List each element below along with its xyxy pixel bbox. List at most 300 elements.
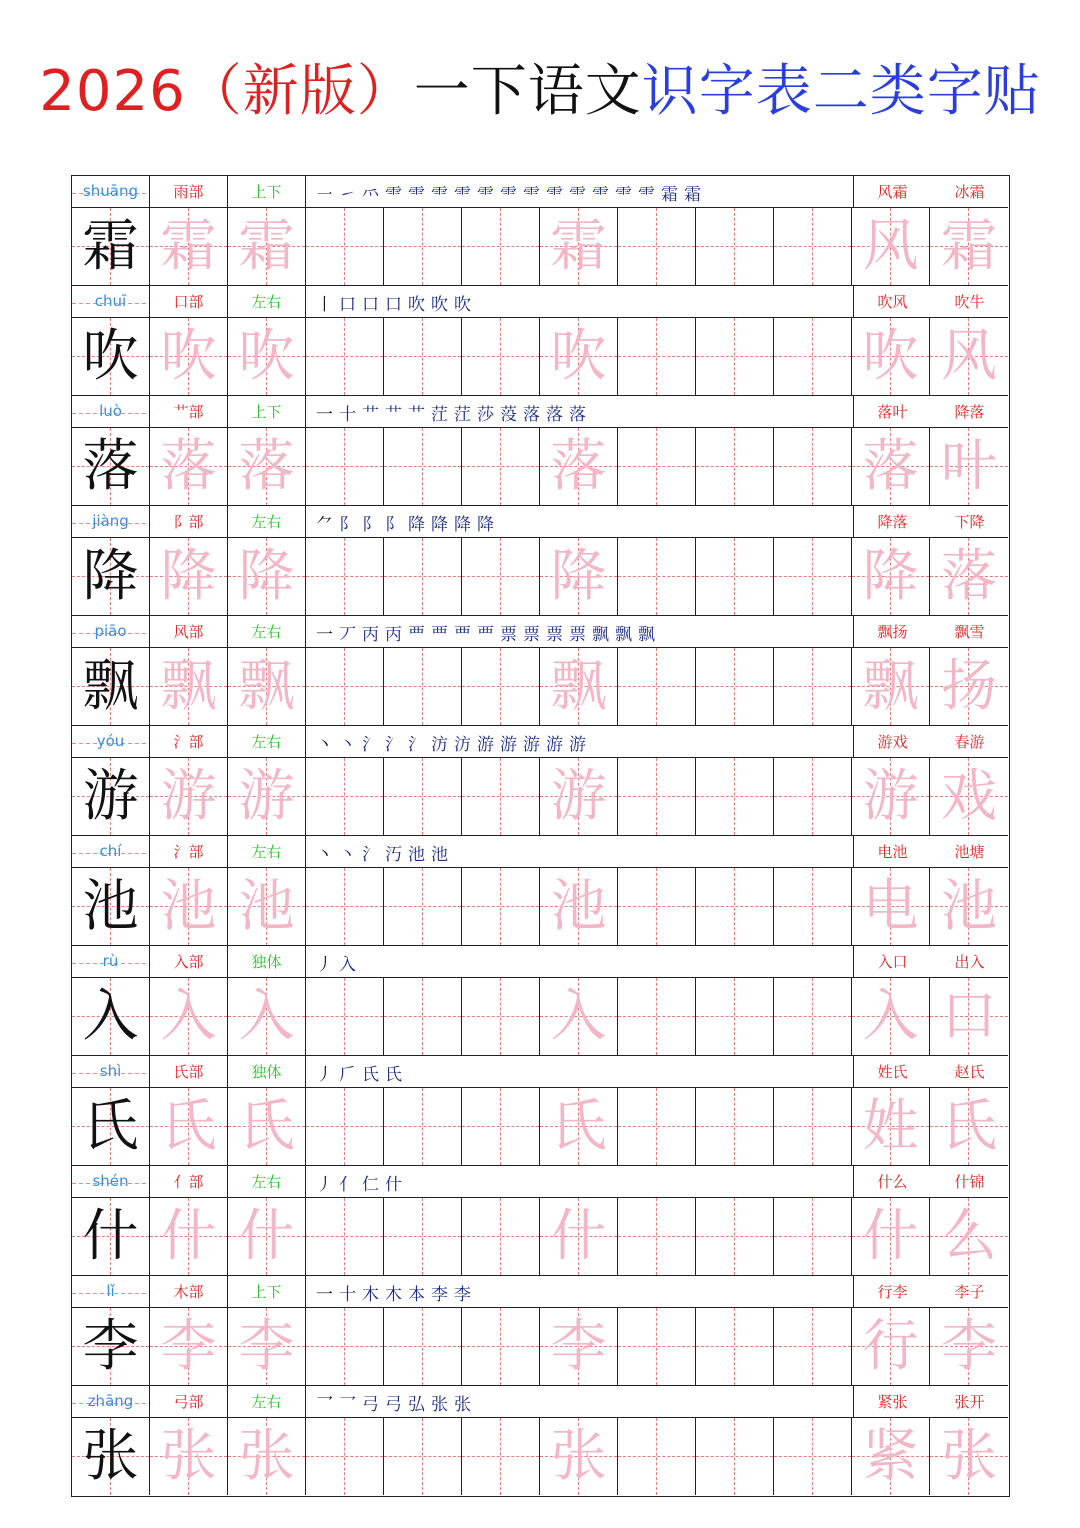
stroke-step: 氏 — [362, 1064, 379, 1085]
stroke-step: 什 — [385, 1174, 402, 1195]
stroke-step: 落 — [523, 404, 540, 425]
stroke-step: 茳 — [431, 404, 448, 425]
radical-label: 亻部 — [150, 1166, 228, 1198]
tian-grid-box[interactable] — [150, 1088, 228, 1165]
tian-grid-box[interactable] — [930, 1198, 1008, 1275]
tian-grid-box[interactable] — [384, 648, 462, 725]
tian-grid-box[interactable] — [72, 208, 150, 285]
tian-grid-box[interactable] — [774, 428, 852, 505]
tian-grid-box[interactable] — [618, 868, 696, 945]
tian-grid-box[interactable] — [150, 428, 228, 505]
tian-grid-box[interactable] — [306, 428, 384, 505]
tian-grid-box[interactable] — [72, 758, 150, 835]
tian-grid-box[interactable] — [618, 538, 696, 615]
trace-character: 游 — [862, 764, 919, 829]
trace-character: 吹 — [238, 324, 295, 389]
tian-grid-box[interactable] — [306, 1418, 384, 1495]
tian-grid-box[interactable] — [384, 1308, 462, 1385]
stroke-step: 汸 — [431, 734, 448, 755]
tian-grid-box[interactable] — [150, 758, 228, 835]
stroke-step: 张 — [454, 1394, 471, 1415]
trace-character: 飘 — [862, 654, 919, 719]
stroke-step: 莈 — [500, 404, 517, 425]
tian-grid-box[interactable] — [150, 318, 228, 395]
tian-grid-box[interactable] — [306, 318, 384, 395]
trace-character: 降 — [160, 544, 217, 609]
tian-grid-box[interactable] — [774, 978, 852, 1055]
tian-grid-box[interactable] — [228, 1198, 306, 1275]
tian-grid-box[interactable] — [696, 1418, 774, 1495]
tian-grid-box[interactable] — [618, 318, 696, 395]
tian-grid-box[interactable] — [852, 648, 930, 725]
trace-character: 张 — [550, 1424, 607, 1489]
tian-grid-box[interactable] — [540, 1308, 618, 1385]
tian-grid-box[interactable] — [540, 868, 618, 945]
trace-character: 落 — [238, 434, 295, 499]
stroke-step: 一 — [316, 404, 333, 425]
example-word: 风霜 — [877, 183, 908, 201]
tian-grid-box[interactable] — [306, 868, 384, 945]
tian-grid-box[interactable] — [618, 1198, 696, 1275]
tian-grid-box[interactable] — [618, 1308, 696, 1385]
pinyin-label: chuī — [72, 286, 150, 318]
tian-grid-box[interactable] — [462, 1308, 540, 1385]
stroke-step: 艹 — [362, 404, 379, 425]
page-title — [0, 52, 1080, 132]
stroke-order — [306, 726, 854, 758]
tian-grid-box[interactable] — [852, 1088, 930, 1165]
title-course: 一下语文 — [413, 59, 642, 124]
tian-grid-box[interactable] — [774, 1198, 852, 1275]
tian-grid-box[interactable] — [930, 1088, 1008, 1165]
writing-grid — [72, 208, 1008, 286]
stroke-step: 一 — [316, 1284, 333, 1305]
tian-grid-box[interactable] — [774, 208, 852, 285]
structure-label: 上下 — [228, 396, 306, 428]
writing-grid — [72, 538, 1008, 616]
stroke-step: 口 — [385, 294, 402, 315]
tian-grid-box[interactable] — [540, 1418, 618, 1495]
stroke-step: 票 — [546, 624, 563, 645]
tian-grid-box[interactable] — [228, 978, 306, 1055]
writing-grid — [72, 648, 1008, 726]
tian-grid-box[interactable] — [384, 538, 462, 615]
trace-character: 游 — [160, 764, 217, 829]
example-word: 姓氏 — [877, 1063, 908, 1081]
tian-grid-box[interactable] — [618, 1088, 696, 1165]
tian-grid-box[interactable] — [852, 1418, 930, 1495]
tian-grid-box[interactable] — [540, 978, 618, 1055]
tian-grid-box[interactable] — [540, 318, 618, 395]
tian-grid-box[interactable] — [774, 648, 852, 725]
tian-grid-box[interactable] — [618, 1418, 696, 1495]
tian-grid-box[interactable] — [696, 1198, 774, 1275]
tian-grid-box[interactable] — [852, 1198, 930, 1275]
writing-grid — [72, 868, 1008, 946]
tian-grid-box[interactable] — [462, 978, 540, 1055]
pinyin-label: shì — [72, 1056, 150, 1088]
trace-character: 扬 — [941, 654, 997, 719]
tian-grid-box[interactable] — [930, 1308, 1008, 1385]
tian-grid-box[interactable] — [228, 648, 306, 725]
tian-grid-box[interactable] — [72, 1308, 150, 1385]
trace-character: 落 — [160, 434, 217, 499]
tian-grid-box[interactable] — [384, 758, 462, 835]
trace-character: 李 — [550, 1314, 607, 1379]
stroke-order — [306, 396, 854, 428]
example-word: 春游 — [954, 733, 985, 751]
char-row — [72, 836, 1008, 946]
tian-grid-box[interactable] — [540, 428, 618, 505]
example-word: 吹风 — [877, 293, 908, 311]
stroke-order — [306, 616, 854, 648]
tian-grid-box[interactable] — [930, 868, 1008, 945]
tian-grid-box[interactable] — [384, 318, 462, 395]
stroke-step: ⻗ — [385, 184, 402, 205]
stroke-step: ⻗ — [477, 184, 494, 205]
tian-grid-box[interactable] — [930, 428, 1008, 505]
pinyin-label: zhāng — [72, 1386, 150, 1418]
tian-grid-box[interactable] — [306, 1198, 384, 1275]
stroke-step: 亻 — [339, 1174, 356, 1195]
stroke-order — [306, 946, 854, 978]
stroke-step: 氵 — [362, 844, 379, 865]
stroke-step: 丶 — [316, 844, 333, 865]
tian-grid-box[interactable] — [228, 1418, 306, 1495]
stroke-step: 降 — [408, 514, 425, 535]
trace-character: 霜 — [941, 214, 997, 279]
tian-grid-box[interactable] — [618, 648, 696, 725]
tian-grid-box[interactable] — [774, 318, 852, 395]
tian-grid-box[interactable] — [540, 648, 618, 725]
stroke-step: 飘 — [615, 624, 632, 645]
tian-grid-box[interactable] — [384, 1418, 462, 1495]
char-row — [72, 1056, 1008, 1166]
stroke-step: 霜 — [684, 184, 701, 205]
tian-grid-box[interactable] — [384, 208, 462, 285]
structure-label: 左右 — [228, 836, 306, 868]
stroke-step: 降 — [431, 514, 448, 535]
structure-label: 左右 — [228, 1386, 306, 1418]
radical-label: 入部 — [150, 946, 228, 978]
trace-character: 张 — [160, 1424, 217, 1489]
trace-character: 游 — [550, 764, 607, 829]
stroke-step: 氵 — [408, 734, 425, 755]
pinyin-label: shuāng — [72, 176, 150, 208]
tian-grid-box[interactable] — [774, 758, 852, 835]
writing-grid — [72, 978, 1008, 1056]
stroke-step: 张 — [431, 1394, 448, 1415]
writing-grid — [72, 1418, 1008, 1496]
tian-grid-box[interactable] — [150, 868, 228, 945]
writing-grid — [72, 758, 1008, 836]
tian-grid-box[interactable] — [852, 538, 930, 615]
tian-grid-box[interactable] — [228, 318, 306, 395]
tian-grid-box[interactable] — [696, 1088, 774, 1165]
tian-grid-box[interactable] — [618, 758, 696, 835]
stroke-order — [306, 836, 854, 868]
tian-grid-box[interactable] — [618, 428, 696, 505]
tian-grid-box[interactable] — [696, 428, 774, 505]
tian-grid-box[interactable] — [618, 978, 696, 1055]
tian-grid-box[interactable] — [696, 1308, 774, 1385]
stroke-order — [306, 1166, 854, 1198]
structure-label: 独体 — [228, 946, 306, 978]
tian-grid-box[interactable] — [930, 648, 1008, 725]
stroke-step: 乛 — [339, 1394, 356, 1415]
tian-grid-box[interactable] — [72, 428, 150, 505]
tian-grid-box[interactable] — [150, 1308, 228, 1385]
stroke-step: 吹 — [408, 294, 425, 315]
writing-grid — [72, 1308, 1008, 1386]
char-info-bar — [72, 1166, 1008, 1198]
tian-grid-box[interactable] — [306, 978, 384, 1055]
tian-grid-box[interactable] — [462, 208, 540, 285]
trace-character: 氏 — [160, 1094, 217, 1159]
trace-character: 氏 — [238, 1094, 295, 1159]
tian-grid-box[interactable] — [696, 648, 774, 725]
tian-grid-box[interactable] — [540, 1088, 618, 1165]
tian-grid-box[interactable] — [462, 1198, 540, 1275]
tian-grid-box[interactable] — [696, 538, 774, 615]
pinyin-label: lǐ — [72, 1276, 150, 1308]
tian-grid-box[interactable] — [462, 538, 540, 615]
stroke-step: 乛 — [316, 1394, 333, 1415]
trace-character: 入 — [238, 984, 295, 1049]
tian-grid-box[interactable] — [462, 428, 540, 505]
tian-grid-box[interactable] — [774, 538, 852, 615]
stroke-step: 吹 — [454, 294, 471, 315]
tian-grid-box[interactable] — [696, 208, 774, 285]
tian-grid-box[interactable] — [150, 1198, 228, 1275]
tian-grid-box[interactable] — [462, 1088, 540, 1165]
char-row — [72, 506, 1008, 616]
stroke-step: 落 — [569, 404, 586, 425]
trace-character: 口 — [941, 984, 997, 1049]
tian-grid-box[interactable] — [540, 208, 618, 285]
char-info-bar — [72, 286, 1008, 318]
tian-grid-box[interactable] — [228, 758, 306, 835]
example-word: 入口 — [877, 953, 908, 971]
radical-label: 阝部 — [150, 506, 228, 538]
tian-grid-box[interactable] — [384, 428, 462, 505]
stroke-step: 丙 — [362, 624, 379, 645]
stroke-step: 吹 — [431, 294, 448, 315]
tian-grid-box[interactable] — [774, 1088, 852, 1165]
tian-grid-box[interactable] — [852, 1308, 930, 1385]
stroke-step: 李 — [454, 1284, 471, 1305]
stroke-step: 降 — [454, 514, 471, 535]
tian-grid-box[interactable] — [150, 978, 228, 1055]
tian-grid-box[interactable] — [150, 1418, 228, 1495]
radical-label: 弓部 — [150, 1386, 228, 1418]
stroke-step: 艹 — [385, 404, 402, 425]
tian-grid-box[interactable] — [930, 978, 1008, 1055]
tian-grid-box[interactable] — [150, 538, 228, 615]
tian-grid-box[interactable] — [852, 428, 930, 505]
tian-grid-box[interactable] — [72, 1198, 150, 1275]
structure-label: 左右 — [228, 616, 306, 648]
stroke-order — [306, 1276, 854, 1308]
trace-character: 降 — [550, 544, 607, 609]
tian-grid-box[interactable] — [930, 538, 1008, 615]
stroke-step: 覀 — [408, 624, 425, 645]
tian-grid-box[interactable] — [150, 648, 228, 725]
tian-grid-box[interactable] — [384, 978, 462, 1055]
tian-grid-box[interactable] — [72, 318, 150, 395]
tian-grid-box[interactable] — [462, 758, 540, 835]
trace-character: 霜 — [238, 214, 295, 279]
tian-grid-box[interactable] — [774, 1418, 852, 1495]
trace-character: 什 — [160, 1204, 217, 1269]
tian-grid-box[interactable] — [930, 208, 1008, 285]
tian-grid-box[interactable] — [228, 868, 306, 945]
stroke-order — [306, 1386, 854, 1418]
trace-character: 么 — [941, 1204, 997, 1269]
tian-grid-box[interactable] — [72, 538, 150, 615]
tian-grid-box[interactable] — [306, 208, 384, 285]
tian-grid-box[interactable] — [930, 758, 1008, 835]
stroke-step: 一 — [316, 624, 333, 645]
tian-grid-box[interactable] — [72, 1088, 150, 1165]
radical-label: 氏部 — [150, 1056, 228, 1088]
example-word: 降落 — [954, 403, 985, 421]
stroke-order — [306, 286, 854, 318]
tian-grid-box[interactable] — [462, 318, 540, 395]
tian-grid-box[interactable] — [540, 538, 618, 615]
tian-grid-box[interactable] — [852, 978, 930, 1055]
trace-character: 紧 — [862, 1424, 919, 1489]
stroke-step: 弓 — [385, 1394, 402, 1415]
char-row — [72, 286, 1008, 396]
writing-grid — [72, 1198, 1008, 1276]
tian-grid-box[interactable] — [696, 978, 774, 1055]
pinyin-label: yóu — [72, 726, 150, 758]
stroke-step: 汅 — [385, 844, 402, 865]
tian-grid-box[interactable] — [150, 208, 228, 285]
pinyin-label: piāo — [72, 616, 150, 648]
stroke-step: 莎 — [477, 404, 494, 425]
char-row — [72, 726, 1008, 836]
stroke-step: 口 — [362, 294, 379, 315]
tian-grid-box[interactable] — [306, 1088, 384, 1165]
char-info-bar — [72, 946, 1008, 978]
stroke-step: 氵 — [362, 734, 379, 755]
trace-character: 游 — [238, 764, 295, 829]
stroke-step: 丨 — [316, 294, 333, 315]
tian-grid-box[interactable] — [462, 1418, 540, 1495]
stroke-step: 丶 — [316, 734, 333, 755]
tian-grid-box[interactable] — [228, 1308, 306, 1385]
tian-grid-box[interactable] — [228, 428, 306, 505]
example-word: 落叶 — [877, 403, 908, 421]
tian-grid-box[interactable] — [852, 208, 930, 285]
pinyin-label: jiàng — [72, 506, 150, 538]
stroke-step: ⻗ — [592, 184, 609, 205]
stroke-step: 池 — [408, 844, 425, 865]
char-info-bar — [72, 1276, 1008, 1308]
char-info-bar — [72, 176, 1008, 208]
stroke-step: 覀 — [477, 624, 494, 645]
tian-grid-box[interactable] — [72, 1418, 150, 1495]
model-character: 霜 — [82, 214, 139, 279]
stroke-step: ⻗ — [523, 184, 540, 205]
tian-grid-box[interactable] — [384, 1198, 462, 1275]
tian-grid-box[interactable] — [462, 648, 540, 725]
tian-grid-box[interactable] — [306, 648, 384, 725]
stroke-step: 丶 — [339, 734, 356, 755]
tian-grid-box[interactable] — [462, 868, 540, 945]
tian-grid-box[interactable] — [306, 758, 384, 835]
trace-character: 吹 — [550, 324, 607, 389]
trace-character: 风 — [941, 324, 997, 389]
tian-grid-box[interactable] — [540, 1198, 618, 1275]
tian-grid-box[interactable] — [384, 1088, 462, 1165]
tian-grid-box[interactable] — [72, 868, 150, 945]
radical-label: 口部 — [150, 286, 228, 318]
title-year-edition: 2026（新版） — [39, 59, 414, 124]
model-character: 落 — [82, 434, 139, 499]
writing-grid — [72, 318, 1008, 396]
tian-grid-box[interactable] — [72, 648, 150, 725]
tian-grid-box[interactable] — [618, 208, 696, 285]
tian-grid-box[interactable] — [930, 318, 1008, 395]
tian-grid-box[interactable] — [696, 318, 774, 395]
stroke-step: 艹 — [408, 404, 425, 425]
char-info-bar — [72, 726, 1008, 758]
tian-grid-box[interactable] — [852, 868, 930, 945]
stroke-step: ⺤ — [362, 184, 379, 205]
trace-character: 什 — [862, 1204, 919, 1269]
tian-grid-box[interactable] — [696, 758, 774, 835]
stroke-step: ⻗ — [638, 184, 655, 205]
tian-grid-box[interactable] — [774, 868, 852, 945]
tian-grid-box[interactable] — [540, 758, 618, 835]
trace-character: 姓 — [862, 1094, 919, 1159]
stroke-step: 飘 — [638, 624, 655, 645]
structure-label: 左右 — [228, 726, 306, 758]
tian-grid-box[interactable] — [306, 1308, 384, 1385]
tian-grid-box[interactable] — [72, 978, 150, 1055]
tian-grid-box[interactable] — [774, 1308, 852, 1385]
char-row — [72, 1386, 1008, 1496]
trace-character: 降 — [862, 544, 919, 609]
tian-grid-box[interactable] — [228, 538, 306, 615]
stroke-step: 入 — [339, 954, 356, 975]
radical-label: 风部 — [150, 616, 228, 648]
tian-grid-box[interactable] — [306, 538, 384, 615]
tian-grid-box[interactable] — [228, 1088, 306, 1165]
char-row — [72, 176, 1008, 286]
tian-grid-box[interactable] — [384, 868, 462, 945]
trace-character: 落 — [941, 544, 997, 609]
stroke-step: 池 — [431, 844, 448, 865]
stroke-step: 游 — [569, 734, 586, 755]
pinyin-label: luò — [72, 396, 150, 428]
pinyin-label: chí — [72, 836, 150, 868]
tian-grid-box[interactable] — [228, 208, 306, 285]
tian-grid-box[interactable] — [696, 868, 774, 945]
stroke-step: 丙 — [385, 624, 402, 645]
tian-grid-box[interactable] — [930, 1418, 1008, 1495]
tian-grid-box[interactable] — [852, 758, 930, 835]
stroke-step: 仁 — [362, 1174, 379, 1195]
example-word: 紧张 — [877, 1393, 908, 1411]
model-character: 什 — [82, 1204, 139, 1269]
tian-grid-box[interactable] — [852, 318, 930, 395]
model-character: 入 — [82, 984, 139, 1049]
char-row — [72, 1166, 1008, 1276]
